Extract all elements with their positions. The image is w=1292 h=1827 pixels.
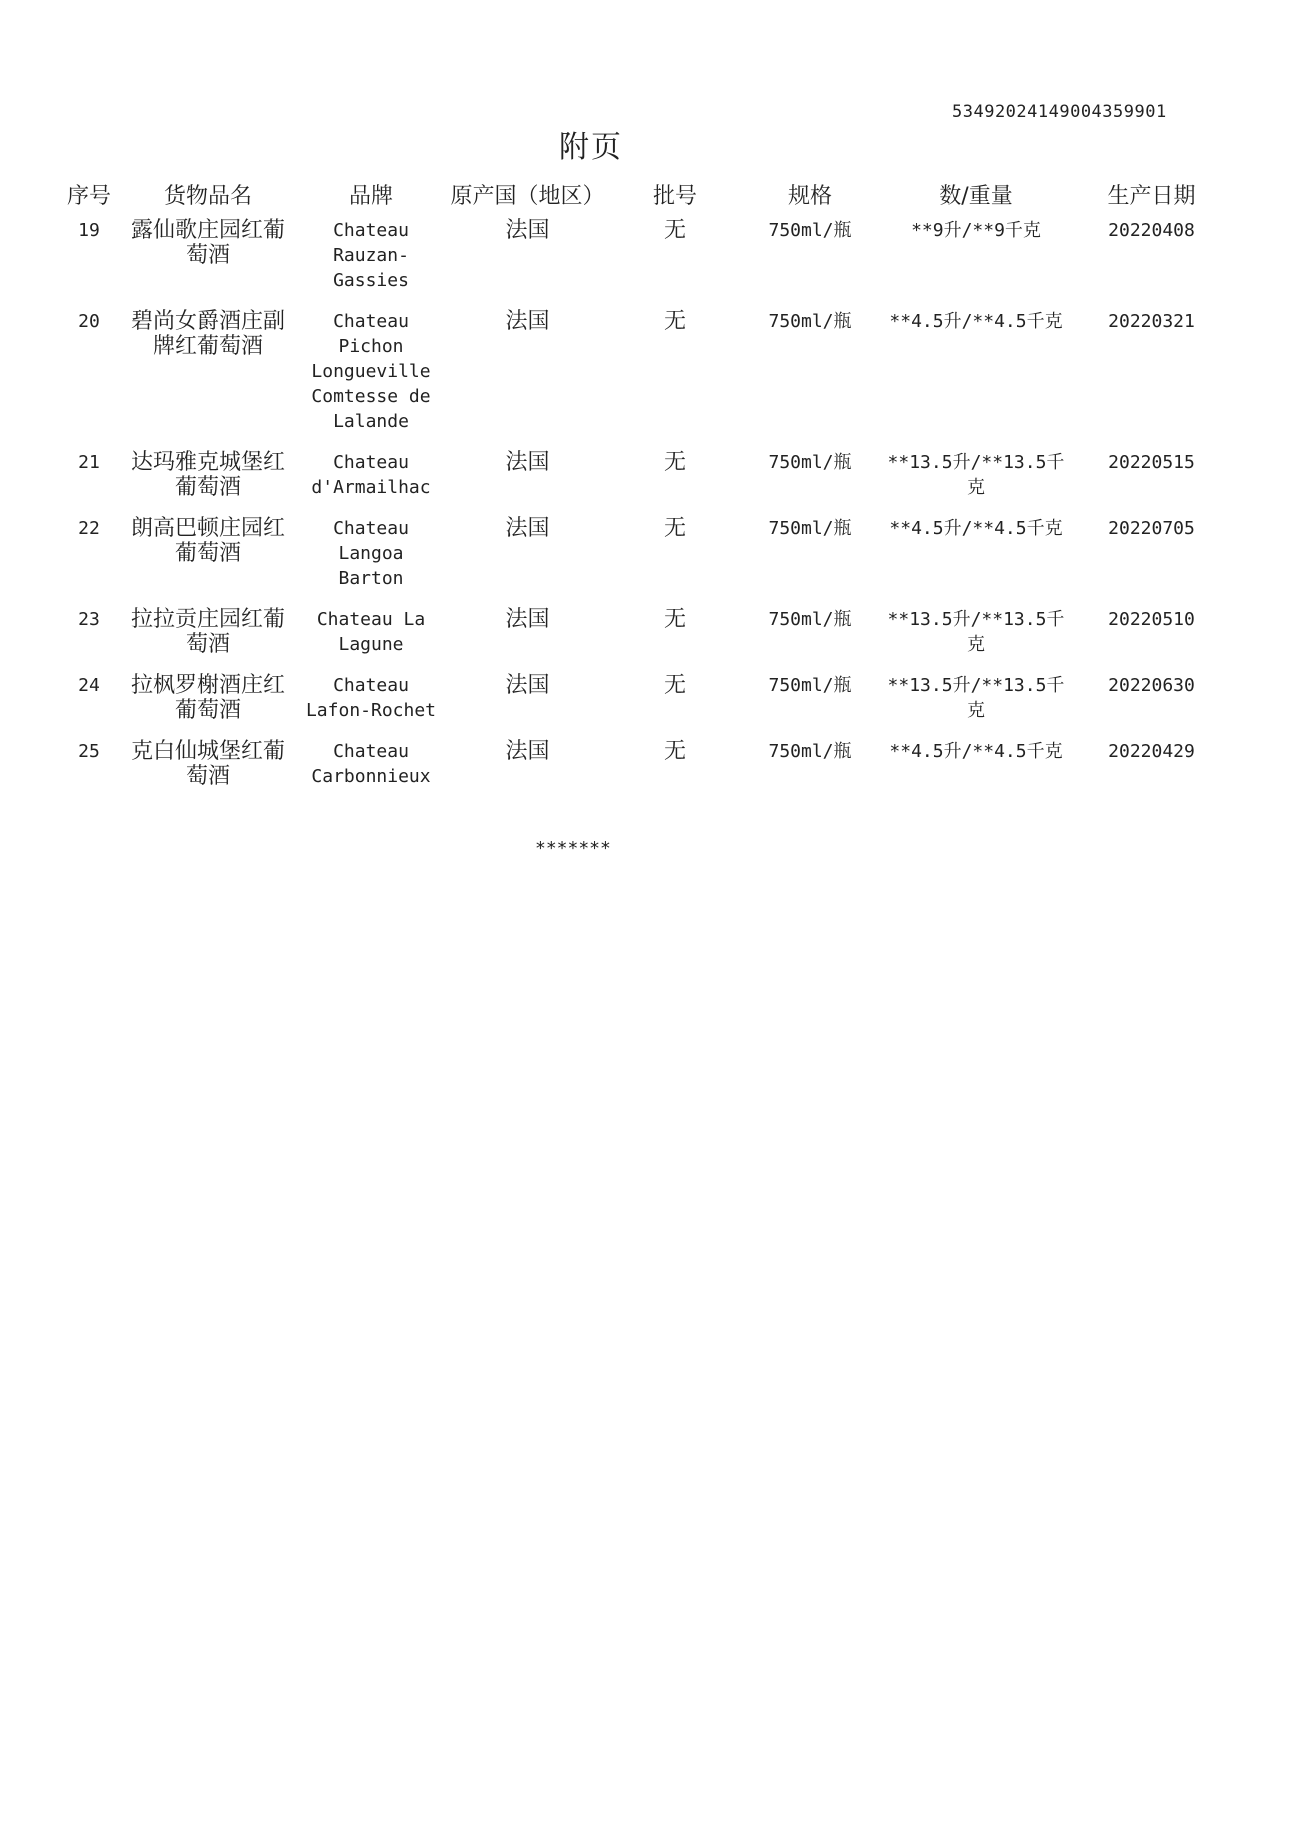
table-row <box>60 510 1232 601</box>
row-spec: 750ml/瓶 <box>768 452 852 473</box>
row-quantity: **9升/**9千克 <box>911 220 1041 241</box>
header-goods-name: 货物品名 <box>163 183 252 209</box>
row-spec: 750ml/瓶 <box>768 220 852 241</box>
row-batch: 无 <box>663 450 686 475</box>
row-spec: 750ml/瓶 <box>768 311 852 332</box>
row-seq: 21 <box>78 452 100 473</box>
row-seq: 25 <box>78 741 100 762</box>
row-batch: 无 <box>663 218 686 243</box>
row-spec: 750ml/瓶 <box>768 609 852 630</box>
row-goods-name: 克白仙城堡红葡萄酒 <box>130 739 285 789</box>
row-production-date: 20220429 <box>1108 741 1195 762</box>
row-origin: 法国 <box>505 309 550 334</box>
row-brand: Chateau Lafon-Rochet <box>305 675 437 721</box>
row-goods-name: 拉拉贡庄园红葡萄酒 <box>130 607 285 657</box>
row-spec: 750ml/瓶 <box>768 675 852 696</box>
row-brand: Chateau Rauzan-Gassies <box>333 220 409 291</box>
table-row <box>60 601 1232 667</box>
row-origin: 法国 <box>505 218 550 243</box>
row-quantity: **13.5升/**13.5千克 <box>887 675 1065 721</box>
row-spec: 750ml/瓶 <box>768 741 852 762</box>
row-batch: 无 <box>663 516 686 541</box>
row-seq: 24 <box>78 675 100 696</box>
row-goods-name: 拉枫罗榭酒庄红葡萄酒 <box>130 673 285 723</box>
row-goods-name: 碧尚女爵酒庄副牌红葡萄酒 <box>130 309 285 359</box>
row-seq: 19 <box>78 220 100 241</box>
table-row <box>60 212 1232 303</box>
header-seq: 序号 <box>66 183 111 209</box>
end-mark: ******* <box>535 838 611 859</box>
table-header-row <box>60 176 1232 212</box>
row-brand: Chateau d'Armailhac <box>311 452 431 498</box>
row-batch: 无 <box>663 309 686 334</box>
header-quantity: 数/重量 <box>939 183 1013 209</box>
row-batch: 无 <box>663 673 686 698</box>
row-seq: 20 <box>78 311 100 332</box>
goods-table <box>60 176 1232 799</box>
table-row <box>60 667 1232 733</box>
header-production-date: 生产日期 <box>1107 183 1196 209</box>
row-quantity: **13.5升/**13.5千克 <box>887 609 1065 655</box>
row-brand: Chateau La Lagune <box>316 609 426 655</box>
row-production-date: 20220321 <box>1108 311 1195 332</box>
row-batch: 无 <box>663 607 686 632</box>
page-title: 附页 <box>559 130 623 165</box>
row-brand: Chateau Carbonnieux <box>311 741 431 787</box>
table-row <box>60 444 1232 510</box>
row-quantity: **4.5升/**4.5千克 <box>889 741 1063 762</box>
header-brand: 品牌 <box>348 183 393 209</box>
row-quantity: **4.5升/**4.5千克 <box>889 518 1063 539</box>
document-number: 53492024149004359901 <box>952 102 1167 122</box>
row-spec: 750ml/瓶 <box>768 518 852 539</box>
row-batch: 无 <box>663 739 686 764</box>
row-origin: 法国 <box>505 450 550 475</box>
row-origin: 法国 <box>505 607 550 632</box>
row-production-date: 20220408 <box>1108 220 1195 241</box>
row-goods-name: 朗高巴顿庄园红葡萄酒 <box>130 516 285 566</box>
table-row <box>60 303 1232 444</box>
row-origin: 法国 <box>505 516 550 541</box>
row-origin: 法国 <box>505 739 550 764</box>
header-batch: 批号 <box>652 183 697 209</box>
header-spec: 规格 <box>787 183 832 209</box>
row-quantity: **4.5升/**4.5千克 <box>889 311 1063 332</box>
row-seq: 23 <box>78 609 100 630</box>
row-production-date: 20220705 <box>1108 518 1195 539</box>
row-quantity: **13.5升/**13.5千克 <box>887 452 1065 498</box>
row-goods-name: 露仙歌庄园红葡萄酒 <box>130 218 285 268</box>
table-row <box>60 733 1232 799</box>
row-production-date: 20220510 <box>1108 609 1195 630</box>
row-production-date: 20220515 <box>1108 452 1195 473</box>
row-goods-name: 达玛雅克城堡红葡萄酒 <box>130 450 285 500</box>
row-production-date: 20220630 <box>1108 675 1195 696</box>
header-origin: 原产国（地区） <box>450 183 605 209</box>
row-seq: 22 <box>78 518 100 539</box>
row-origin: 法国 <box>505 673 550 698</box>
row-brand: Chateau Langoa Barton <box>333 518 409 589</box>
row-brand: Chateau Pichon Longueville Comtesse de Lalande <box>311 311 431 432</box>
